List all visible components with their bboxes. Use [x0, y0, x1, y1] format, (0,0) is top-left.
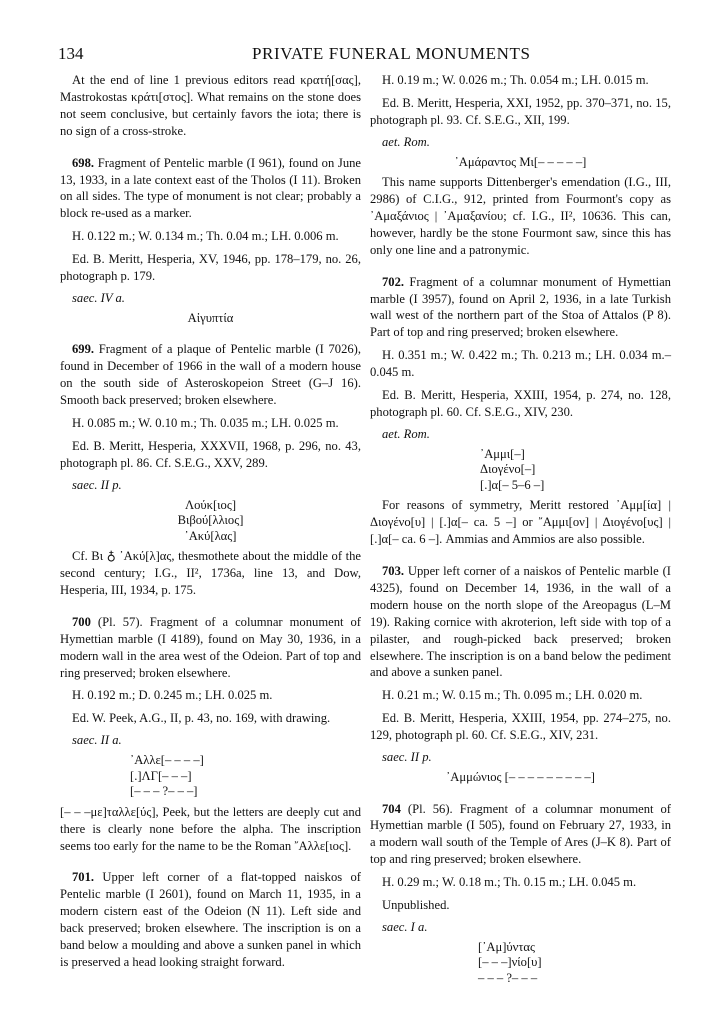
entry-703 — [370, 563, 671, 681]
page-number: 134 — [58, 44, 84, 63]
entry-704 — [370, 801, 671, 869]
edition: Ed. B. Meritt, Hesperia, XXIII, 1954, p. 274, no. 128, photograph pl. 60. Cf. S.E.G., XIV, 230. — [370, 388, 671, 419]
inscription-text — [370, 940, 671, 987]
commentary: [– – –με]ταλλε[ύς], Peek, but the letters are deeply cut and there is clearly none before the alpha. The inscription seems too early for the name to be the Roman ῎Αλλε[ιος]. — [60, 804, 361, 853]
inscription-line: [– – – ?– – –] — [130, 784, 198, 799]
entry-description: (Pl. 57). Fragment of a columnar monument of Hymettian marble (I 4189), found on May 30, 1936, in a modern wall in the area west of the Odeion. Part of top and ring preserved; broken elsewhere. — [60, 614, 361, 680]
dimensions: H. 0.21 m.; W. 0.15 m.; Th. 0.095 m.; LH. 0.020 m. — [382, 688, 643, 703]
inscription-text — [60, 753, 361, 800]
inscription-line: – – – ?– – – — [478, 970, 538, 985]
edition: Ed. B. Meritt, Hesperia, XXI, 1952, pp. 370–371, no. 15, photograph pl. 93. Cf. S.E.G., XII, 199. — [370, 95, 671, 127]
commentary: For reasons of symmetry, Meritt restored ᾿Αμμ[ία] | Διογένο[υ] | [.]α[– ca. 5 –] or ῎Αμμι[ον] | Διογένο[υς] | [.]α[– ca. 6 –]. Ammias and Ammios are also possible. — [370, 498, 671, 547]
inscription-line: [– – –]νίο[υ] — [478, 955, 542, 970]
entry-701 — [60, 869, 361, 970]
edition: Ed. W. Peek, A.G., II, p. 43, no. 169, with drawing. — [72, 711, 331, 726]
inscription-line: ᾿Αλλε[– – – –] — [130, 753, 204, 768]
entry-number: 702. — [382, 274, 405, 289]
entry-description: Fragment of a plaque of Pentelic marble (I 7026), found in December of 1966 in the wall of a modern house on the south side of Asteroskopeion Street (G–J 16). Smooth back preserved; broken elsewhere. — [60, 342, 361, 408]
entry-number: 703. — [382, 564, 405, 579]
entry-description: Upper left corner of a flat-topped naiskos of Pentelic marble (I 2601), found on March 11, 1935, in a modern cistern east of the Odeion (N 11). Left side and back preserved; broken elsewhere. The inscription is on a band below a moulding and above a sunken panel in which is preserved a head looking straight forward. — [60, 870, 361, 969]
entry-number: 701. — [72, 870, 95, 885]
inscription-line: [.]α[– 5–6 –] — [480, 477, 545, 492]
entry-number: 700 — [72, 614, 91, 629]
dimensions: H. 0.085 m.; W. 0.10 m.; Th. 0.035 m.; LH. 0.025 m. — [72, 416, 339, 430]
edition: Ed. B. Meritt, Hesperia, XXIII, 1954, pp. 274–275, no. 129, photograph pl. 60. Cf. S.E.G., XIV, 231. — [370, 711, 671, 743]
edition: Unpublished. — [382, 898, 450, 913]
inscription-text — [60, 498, 361, 545]
dimensions: H. 0.19 m.; W. 0.026 m.; Th. 0.054 m.; LH. 0.015 m. — [382, 73, 649, 87]
inscription-text — [60, 311, 361, 327]
entry-number: 699. — [72, 342, 95, 357]
entry-description: Upper left corner of a naiskos of Pentelic marble (I 4325), found on December 14, 1936, in the wall of a modern house on the north slope of the Areopagus (L–M 19). Raking cornice with akroterion, left side with top of a pilaster, and rough-picked back preserved; broken elsewhere. The inscription is on a band below the pediment and above a sunken panel. — [370, 564, 671, 680]
entry-description: Fragment of a columnar monument of Hymettian marble (I 3957), found on April 2, 1936, in a late Turkish wall west of the northern part of the Stoa of Attalos (P 8). Part of top and ring preserved; broken elsewhere. — [370, 274, 671, 340]
date-label: saec. II p. — [72, 477, 122, 492]
running-title: PRIVATE FUNERAL MONUMENTS — [252, 44, 531, 63]
inscription-line: Λούκ[ιος] — [184, 497, 237, 512]
left-column — [60, 72, 361, 971]
inscription-line: [.]ΛΓ[– – –] — [130, 768, 192, 783]
dimensions: H. 0.192 m.; D. 0.245 m.; LH. 0.025 m. — [72, 688, 273, 703]
commentary: This name supports Dittenberger's emendation (I.G., III, 2986) of C.I.G., 912, printed from Fourmont's copy as ᾿Αμαξάνιος | ᾿Αμαξανίου; cf. I.G., II², 10636. This can, however, hardly be the stone Fourmont saw, since this has only one line and a patronymic. — [370, 175, 671, 257]
dimensions: H. 0.29 m.; W. 0.18 m.; Th. 0.15 m.; LH. 0.045 m. — [382, 875, 637, 890]
date-label: aet. Rom. — [382, 426, 430, 441]
entry-700 — [60, 614, 361, 682]
inscription-line: Αἰγυπτία — [187, 310, 234, 325]
date-label: saec. I a. — [382, 919, 428, 934]
date-label: aet. Rom. — [382, 134, 430, 149]
inscription-line: [᾿Αμ]ύντας — [478, 939, 536, 954]
right-column — [370, 72, 671, 990]
entry-702 — [370, 274, 671, 342]
commentary: Cf. Bι ♁ ᾿Ακύ[λ]ας, thesmothete about the middle of the second century; I.G., II², 1736a, line 13, and Dow, Hesperia, III, 1934, p. 175. — [60, 549, 361, 597]
entry-698 — [60, 155, 361, 223]
dimensions: H. 0.351 m.; W. 0.422 m.; Th. 0.213 m.; LH. 0.034 m.–0.045 m. — [370, 348, 671, 380]
entry-description: Fragment of Pentelic marble (I 961), found on June 13, 1933, in a late context east of the Tholos (I 11). Broken on all sides. The type of monument is not clear; probably a block re-used as a marker. — [60, 155, 361, 221]
date-label: saec. II a. — [72, 733, 122, 748]
inscription-line: Διογένο[–] — [480, 462, 536, 477]
date-label: saec. IV a. — [72, 290, 125, 305]
intro-paragraph: At the end of line 1 previous editors read κρατή[σας], Mastrokostas κράτι[στος]. What remains on the stone does not seem conclusive, but certainly favors the iota; there is no sign of a cross-stroke. — [60, 73, 361, 138]
inscription-line: ᾿Αμμώνιος [– – – – – – – – –] — [446, 770, 595, 784]
entry-number: 704 — [382, 801, 401, 816]
inscription-line: ᾿Αμμι[–] — [480, 446, 525, 461]
edition: Ed. B. Meritt, Hesperia, XXXVII, 1968, p. 296, no. 43, photograph pl. 86. Cf. S.E.G., XXV, 289. — [60, 438, 361, 470]
inscription-text — [370, 447, 671, 494]
entry-699 — [60, 341, 361, 409]
inscription-text — [370, 770, 671, 786]
date-label: saec. II p. — [382, 750, 432, 765]
dimensions: H. 0.122 m.; W. 0.134 m.; Th. 0.04 m.; LH. 0.006 m. — [72, 229, 339, 244]
entry-description: (Pl. 56). Fragment of a columnar monument of Hymettian marble (I 505), found on February 27, 1933, in a modern wall south of the Temple of Ares (J–K 8). Part of top and ring preserved; broken elsewhere. — [370, 801, 671, 867]
edition: Ed. B. Meritt, Hesperia, XV, 1946, pp. 178–179, no. 26, photograph p. 179. — [60, 252, 361, 284]
inscription-line: Βιβού[λλιος] — [177, 513, 244, 528]
inscription-text — [370, 155, 671, 171]
entry-number: 698. — [72, 155, 95, 170]
inscription-line: ᾿Ακύ[λας] — [184, 528, 237, 543]
inscription-line: ᾿Αμάραντος Μι[– – – – –] — [454, 154, 587, 169]
